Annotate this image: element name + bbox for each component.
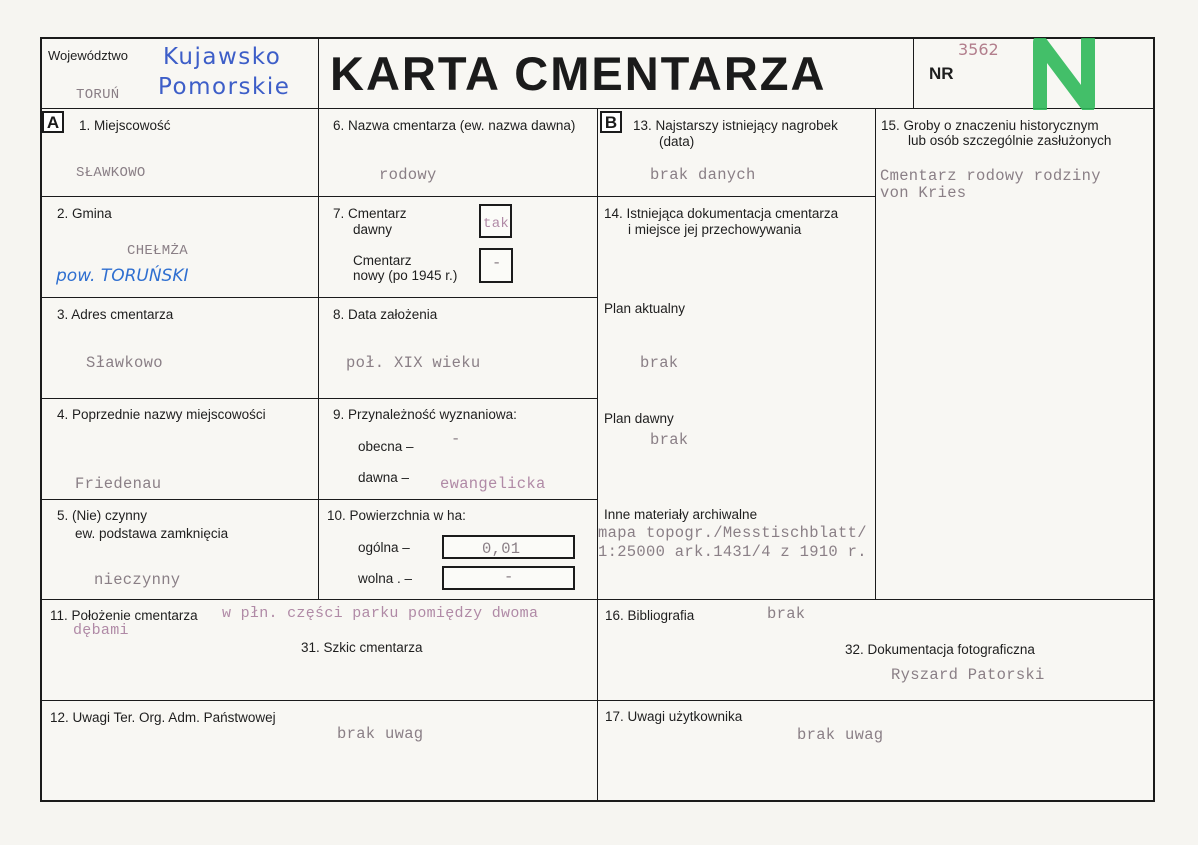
field-10-total-value: 0,01 (482, 540, 521, 558)
section-a-marker: A (42, 111, 64, 133)
field-5-sublabel: ew. podstawa zamknięcia (75, 526, 229, 541)
field-14-plan-old-value: brak (650, 431, 689, 449)
field-15-value-line2: von Kries (880, 184, 967, 202)
field-14-plan-old-label: Plan dawny (604, 411, 674, 426)
voivodeship-stamp-line1: Kujawsko (163, 44, 282, 70)
field-15-value-line1: Cmentarz rodowy rodziny (880, 167, 1101, 185)
field-1-value: SŁAWKOWO (76, 165, 146, 181)
field-9-former-value: ewangelicka (440, 475, 546, 493)
field-9-former-label: dawna – (358, 470, 410, 485)
field-7-old-sublabel: dawny (353, 222, 393, 237)
field-14-other-value-line2: 1:25000 ark.1431/4 z 1910 r. (598, 543, 867, 561)
divider (318, 37, 319, 108)
field-14-label: 14. Istniejąca dokumentacja cmentarza (604, 206, 839, 221)
field-11-value-line2: dębami (73, 622, 129, 639)
field-15-label: 15. Groby o znaczeniu historycznym (881, 118, 1099, 133)
field-31-label: 31. Szkic cmentarza (301, 640, 423, 655)
field-1-label: 1. Miejscowość (79, 118, 171, 133)
field-12-value: brak uwag (337, 725, 424, 743)
field-4-label: 4. Poprzednie nazwy miejscowości (57, 407, 266, 422)
field-14-plan-current-label: Plan aktualny (604, 301, 686, 316)
field-2-value: CHEŁMŻA (127, 243, 188, 259)
field-10-free-label: wolna . – (358, 571, 413, 586)
field-14-plan-current-value: brak (640, 354, 679, 372)
field-7-old-label: 7. Cmentarz (333, 206, 407, 221)
field-5-label: 5. (Nie) czynny (57, 508, 148, 523)
field-14-other-value-line1: mapa topogr./Messtischblatt/ (598, 524, 867, 542)
field-5-value: nieczynny (94, 571, 181, 589)
field-13-value: brak danych (650, 166, 756, 184)
field-9-current-label: obecna – (358, 439, 414, 454)
field-7-new-value: - (492, 254, 502, 272)
field-7-new-label: Cmentarz (353, 253, 412, 268)
field-3-value: Sławkowo (86, 354, 163, 372)
divider (40, 196, 875, 197)
voivodeship-stamp-line2: Pomorskie (158, 74, 291, 100)
field-16-label: 16. Bibliografia (605, 608, 695, 623)
section-b-marker: B (600, 111, 622, 133)
field-8-value: poł. XIX wieku (346, 354, 481, 372)
field-10-free-value: - (504, 568, 514, 586)
field-13-label: 13. Najstarszy istniejący nagrobek (633, 118, 838, 133)
voivodeship-label: Województwo (48, 48, 128, 63)
divider (875, 108, 876, 599)
field-9-current-value: - (451, 430, 461, 448)
field-8-label: 8. Data założenia (333, 307, 438, 322)
field-17-label: 17. Uwagi użytkownika (605, 709, 743, 724)
divider (913, 37, 914, 108)
field-6-label: 6. Nazwa cmentarza (ew. nazwa dawna) (333, 118, 576, 133)
field-11-value-line1: w płn. części parku pomiędzy dwoma (222, 605, 539, 622)
field-10-total-label: ogólna – (358, 540, 410, 555)
divider (318, 108, 319, 599)
field-2-handwritten: pow. TORUŃSKI (56, 266, 189, 286)
field-11-label: 11. Położenie cmentarza (50, 608, 198, 623)
nr-label: NR (929, 64, 954, 83)
field-13-sublabel: (data) (659, 134, 695, 149)
field-7-old-value: tak (483, 216, 510, 232)
old-voivodeship-value: TORUŃ (76, 87, 120, 103)
nr-value: 3562 (958, 40, 999, 59)
field-9-label: 9. Przynależność wyznaniowa: (333, 407, 517, 422)
field-4-value: Friedenau (75, 475, 162, 493)
field-32-label: 32. Dokumentacja fotograficzna (845, 642, 1035, 657)
field-2-label: 2. Gmina (57, 206, 112, 221)
field-12-label: 12. Uwagi Ter. Org. Adm. Państwowej (50, 710, 276, 725)
field-10-label: 10. Powierzchnia w ha: (327, 508, 466, 523)
field-16-value: brak (767, 605, 806, 623)
field-32-value: Ryszard Patorski (891, 666, 1045, 684)
page-title: KARTA CMENTARZA (330, 47, 827, 100)
field-14-sublabel: i miejsce jej przechowywania (628, 222, 802, 237)
field-7-new-sublabel: nowy (po 1945 r.) (353, 268, 458, 283)
field-6-value: rodowy (379, 166, 437, 184)
divider (597, 108, 598, 802)
field-14-other-label: Inne materiały archiwalne (604, 507, 758, 522)
field-3-label: 3. Adres cmentarza (57, 307, 174, 322)
field-17-value: brak uwag (797, 726, 884, 744)
field-15-sublabel: lub osób szczególnie zasłużonych (908, 133, 1112, 148)
green-n-marker-icon (1030, 38, 1100, 110)
